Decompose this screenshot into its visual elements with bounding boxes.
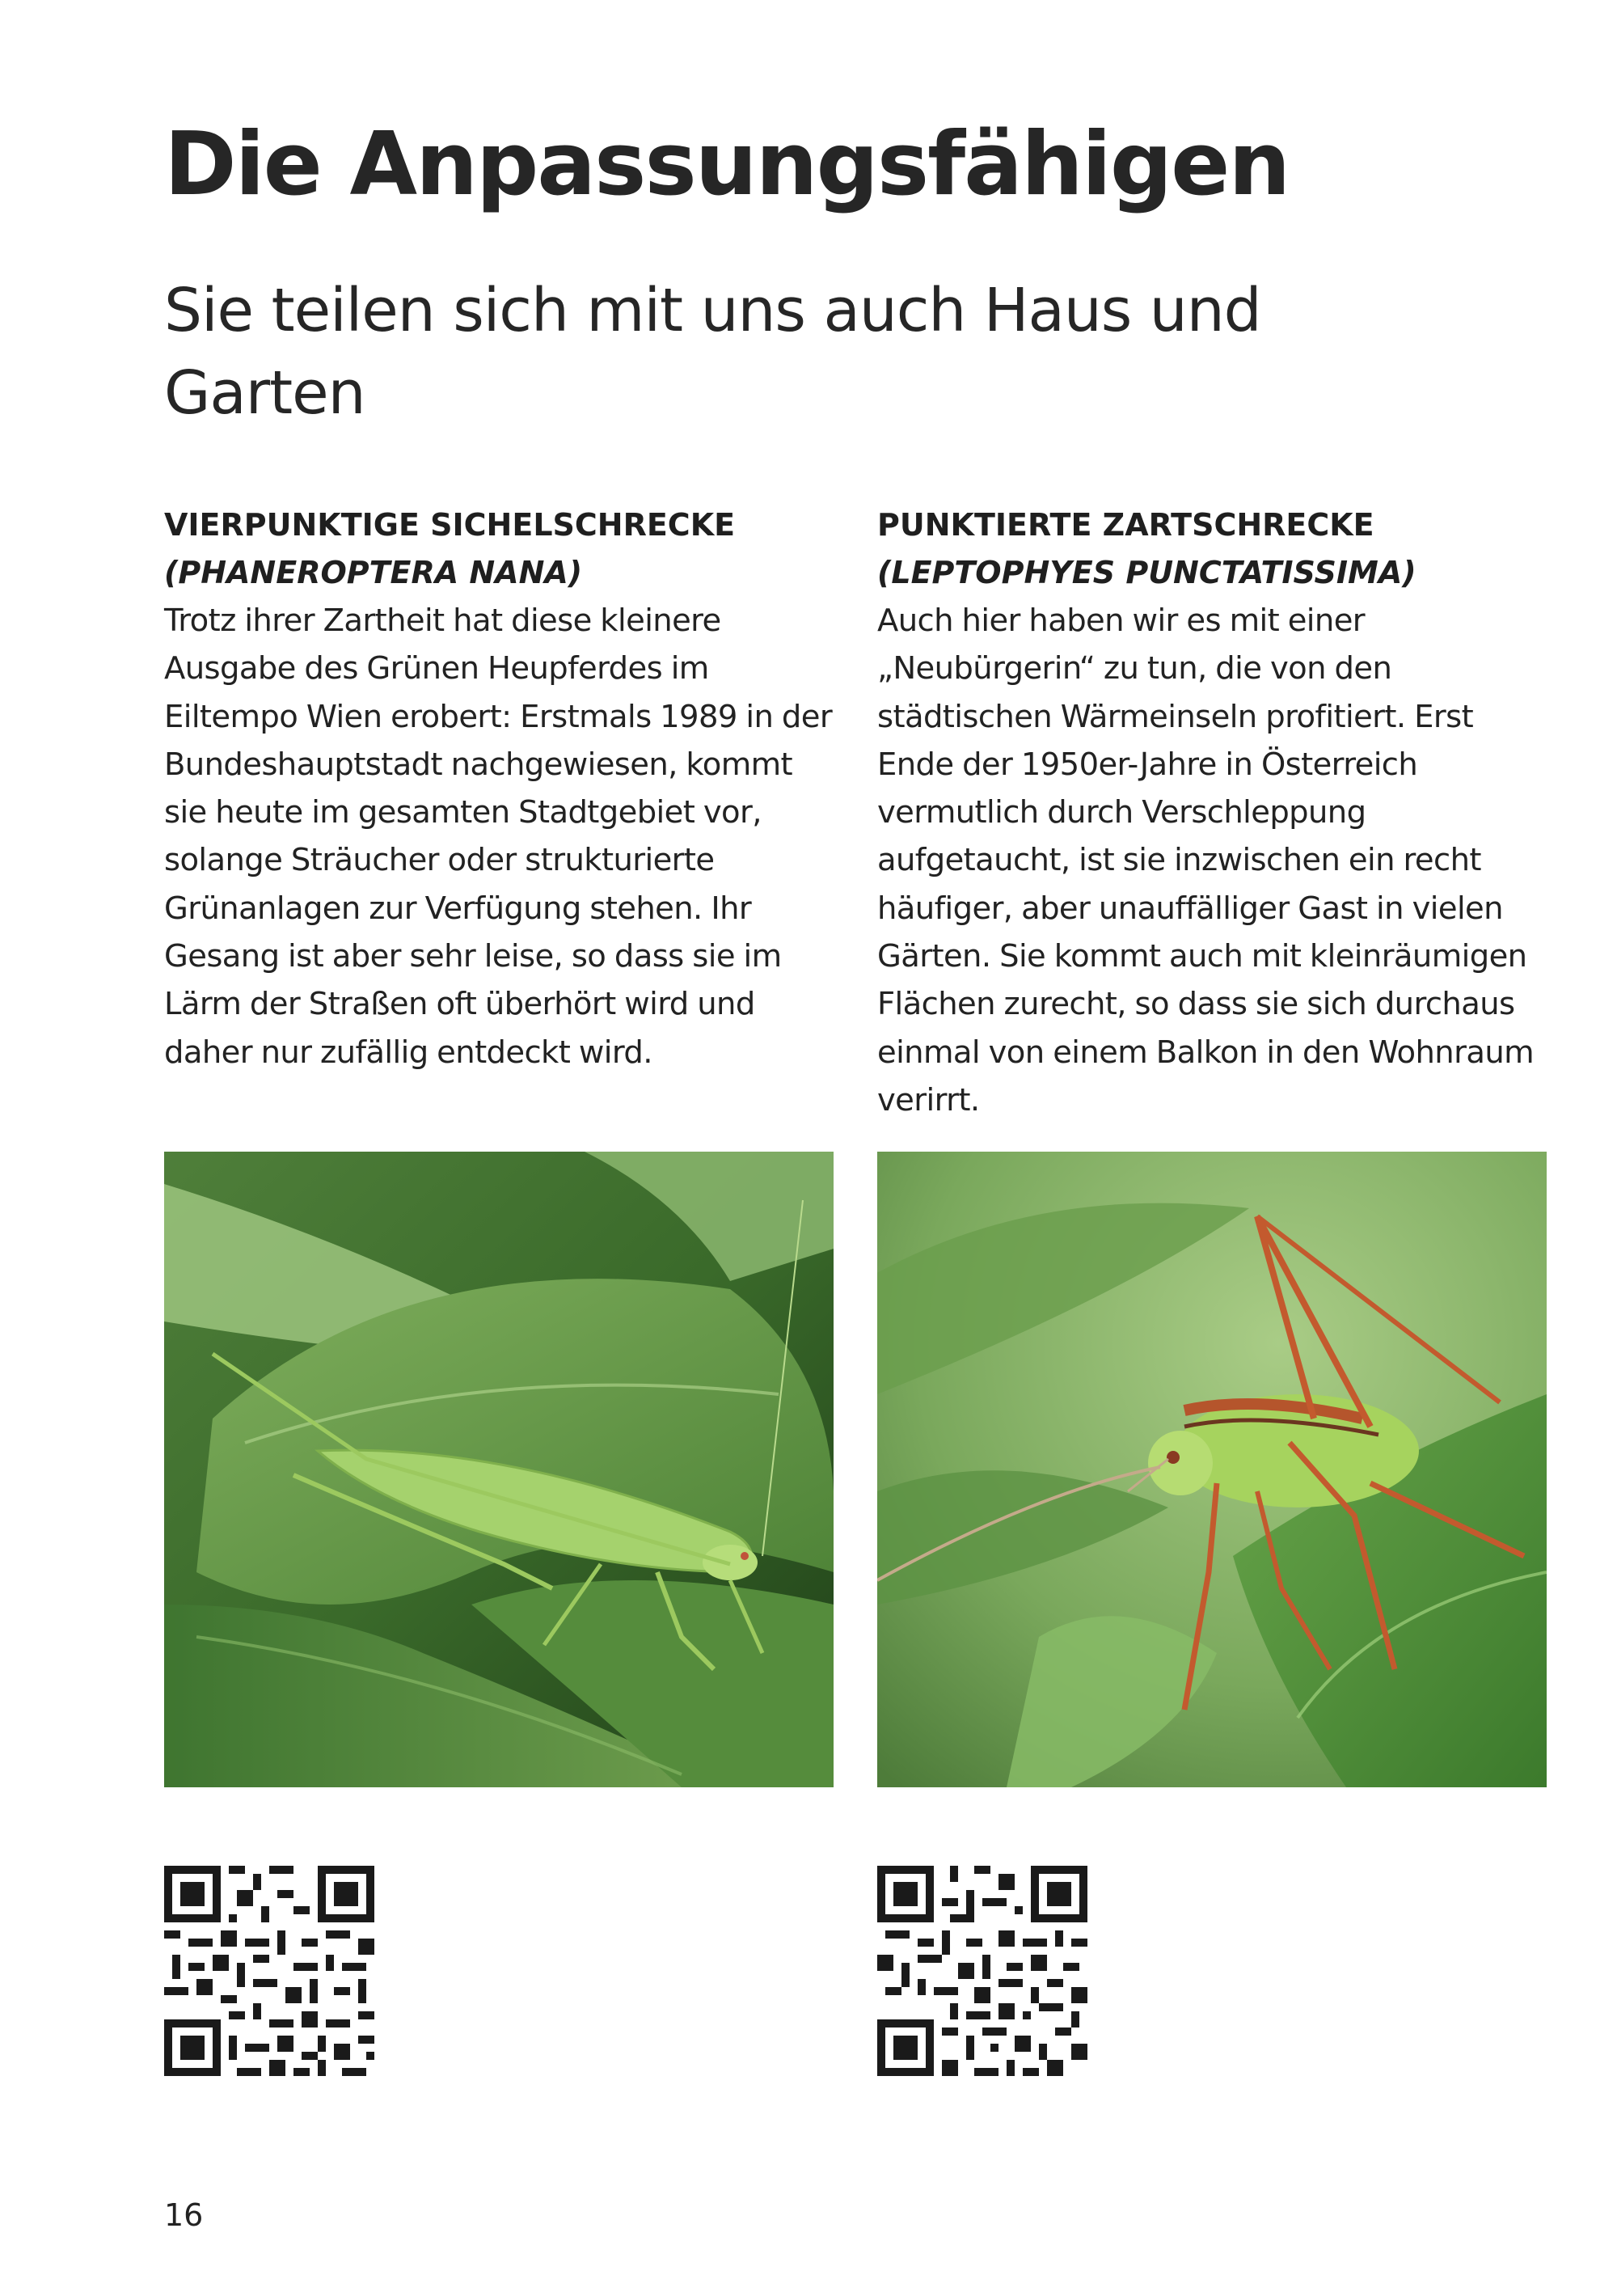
qr-code-graphic [877, 1866, 1087, 2076]
qr-code-graphic [164, 1866, 374, 2076]
species-description: Trotz ihrer Zartheit hat diese kleinere Ausgabe des Grünen Heupferdes im Eiltempo Wien erobert: Erstmals 1989 in der Bundeshauptstadt nachgewiesen, kommt sie heute im gesamten Stadtgebiet vor, solange Sträucher oder strukturierte Grünanlagen zur Verfügung stehen. Ihr Gesang ist aber sehr leise, so dass sie im Lärm der Straßen oft überhört wird und daher nur zufällig entdeckt wird. [164, 603, 833, 1071]
photo-illustration [164, 1152, 834, 1787]
species-latin-name: (PHANEROPTERA NANA) [164, 555, 583, 590]
photo-leptophyes-punctatissima [877, 1152, 1547, 1787]
species-name: PUNKTIERTE ZARTSCHRECKE [877, 507, 1374, 543]
qr-code[interactable] [877, 1866, 1087, 2076]
photo-phaneroptera-nana [164, 1152, 834, 1787]
page-title: Die Anpassungsfähigen [164, 114, 1290, 215]
qr-code[interactable] [164, 1866, 374, 2076]
species-column-left [164, 501, 839, 1076]
page-number: 16 [164, 2197, 204, 2233]
species-latin-name: (LEPTOPHYES PUNCTATISSIMA) [877, 555, 1416, 590]
page-subtitle: Sie teilen sich mit uns auch Haus und Garten [164, 276, 1261, 428]
species-description: Auch hier haben wir es mit einer „Neubürgerin“ zu tun, die von den städtischen Wärmeinseln profitiert. Erst Ende der 1950er-Jahre in Österreich vermutlich durch Verschleppung aufgetaucht, ist sie inzwischen ein recht häufiger, aber unauffälliger Gast in vielen Gärten. Sie kommt auch mit kleinräumigen Flächen zurecht, so dass sie sich durchaus einmal von einem Balkon in den Wohnraum verirrt. [877, 603, 1535, 1118]
species-column-right [877, 501, 1552, 1124]
species-name: VIERPUNKTIGE SICHELSCHRECKE [164, 507, 736, 543]
photo-illustration [877, 1152, 1547, 1787]
